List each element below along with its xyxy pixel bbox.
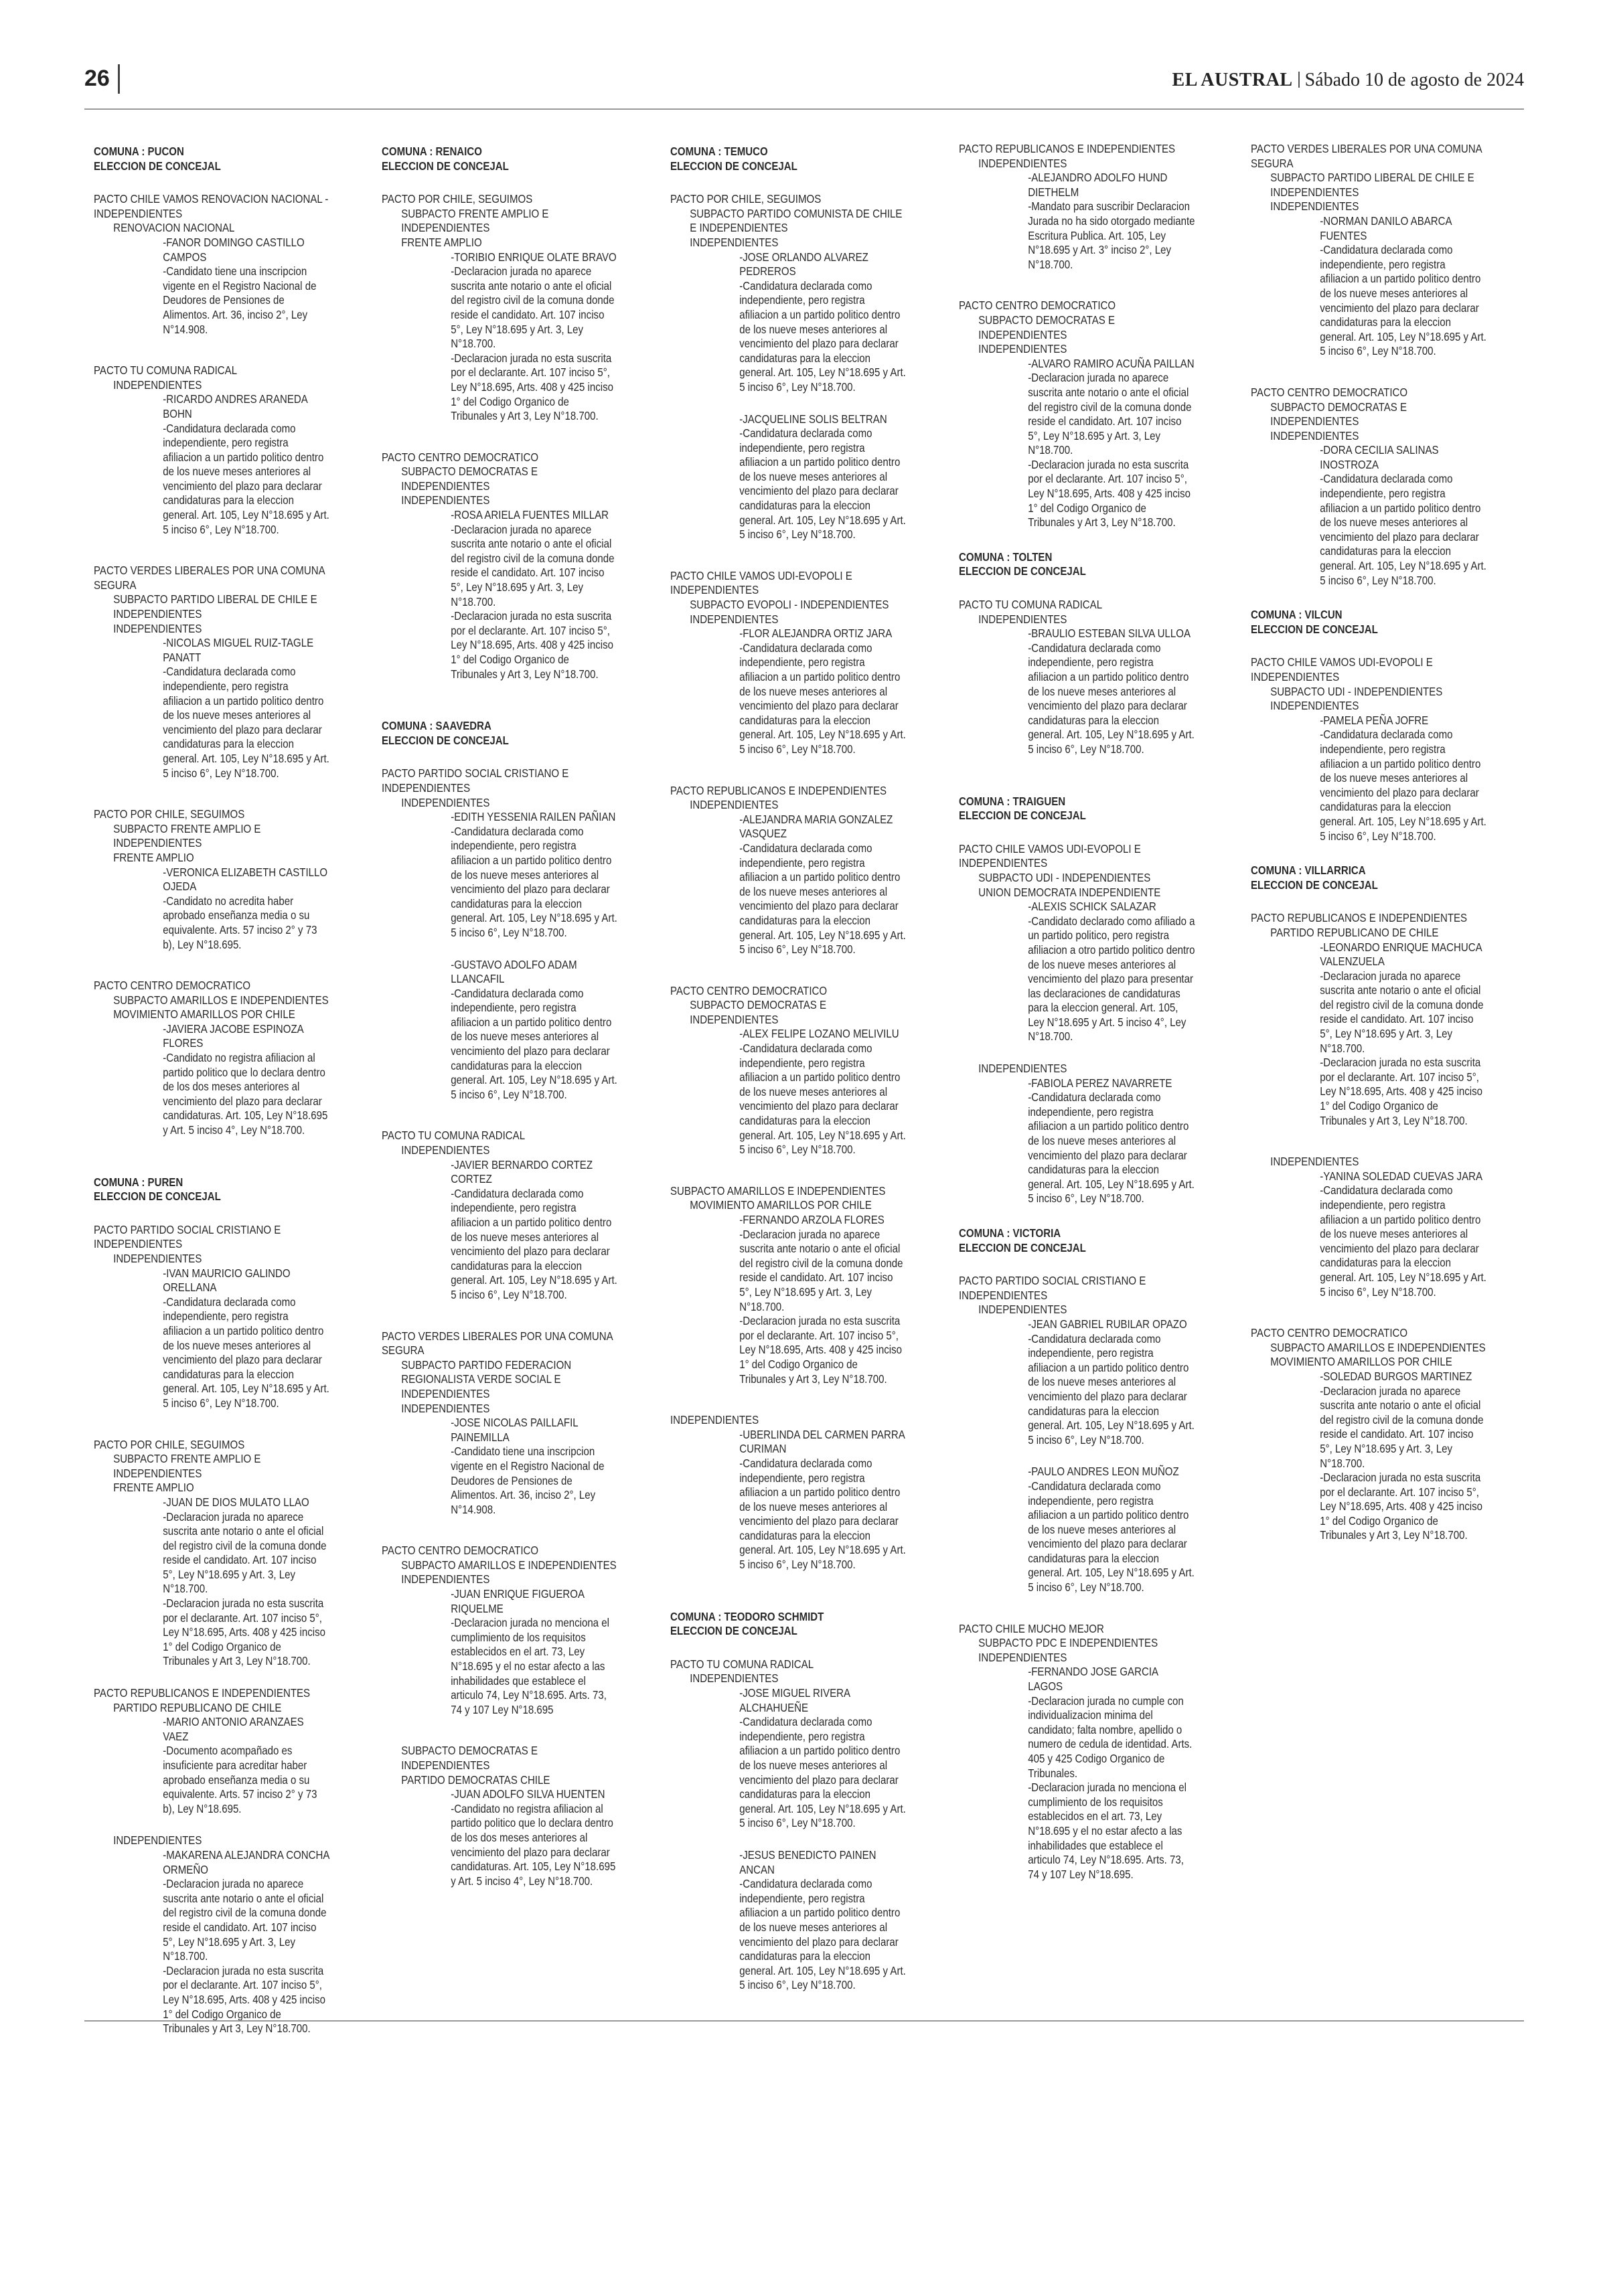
comuna-heading: COMUNA : PUCON [94,145,184,158]
candidate-observation: -Candidatura declarada como independiente, pero registra afiliacion a un partido politico dentro de los nueve meses anteriores al vencimiento del plazo para declarar candidaturas para la eleccion general. Art. 105, Ley N°18.695 y Art. 5 inciso 6°, Ley N°18.700. [1320,1183,1486,1299]
spacer [959,272,1195,299]
candidate-name: -NICOLAS MIGUEL RUIZ-TAGLE PANATT [163,636,314,664]
affiliation-heading: INDEPENDIENTES [690,1671,779,1686]
subpacto-heading: SUBPACTO PARTIDO LIBERAL DE CHILE E INDEPENDIENTES [113,592,317,621]
comuna-heading: COMUNA : SAAVEDRA [382,719,491,733]
candidate-observation: -Declaracion jurada no aparece suscrita ante notario o ante el oficial del registro civil de la comuna donde reside el candidato. Art. 107 inciso 5°, Ley N°18.695 y Art. 3, Ley N°18.700. [163,1509,327,1596]
candidate-observation: -Candidatura declarada como independiente, pero registra afiliacion a un partido politico dentro de los nueve meses anteriores al vencimiento del plazo para declarar candidaturas para la eleccion general. Art. 105, Ley N°18.695 y Art. 5 inciso 6°, Ley N°18.700. [739,841,906,957]
comuna-heading: COMUNA : VICTORIA [959,1226,1061,1240]
pacto-heading: PACTO CENTRO DEMOCRATICO [94,979,251,993]
candidate-observation: -Candidato declarado como afiliado a un partido politico, pero registra afiliacion a otro partido politico dentro de los nueve meses anteriores al vencimiento del plazo para presentar las declaraciones de candidaturas para la eleccion general. Art. 105, Ley N°18.695 y Art. 5 inciso 4°, Ley N°18.700. [1028,914,1195,1044]
publication-date: Sábado 10 de agosto de 2024 [1304,70,1524,90]
spacer [959,1447,1195,1465]
comuna-heading: COMUNA : TEODORO SCHMIDT [670,1609,824,1623]
spacer [959,757,1195,792]
subpacto-heading: SUBPACTO PARTIDO LIBERAL DE CHILE E INDEPENDIENTES [1270,171,1474,199]
candidate-observation: -Candidatura declarada como independiente, pero registra afiliacion a un partido politico dentro de los nueve meses anteriores al vencimiento del plazo para declarar candidaturas para la eleccion general. Art. 105, Ley N°18.695 y Art. 5 inciso 6°, Ley N°18.700. [1320,472,1486,587]
candidate-name: -LEONARDO ENRIQUE MACHUCA VALENZUELA [1320,940,1482,969]
affiliation-heading: PARTIDO DEMOCRATAS CHILE [401,1773,550,1787]
candidate-observation: -Candidato no registra afiliacion al partido politico que lo declara dentro de los dos meses anteriores al vencimiento del plazo para declarar candidaturas. Art. 105, Ley N°18.695 y Art. 5 inciso 4°, Ley N°18.700. [451,1801,616,1888]
election-heading: ELECCION DE CONCEJAL [382,733,509,747]
pacto-heading: PACTO CENTRO DEMOCRATICO [1251,385,1408,399]
election-heading: ELECCION DE CONCEJAL [670,159,797,173]
pacto-heading: PACTO CENTRO DEMOCRATICO [670,983,828,997]
subpacto-heading: SUBPACTO UDI - INDEPENDIENTES [978,870,1151,884]
spacer [382,940,618,958]
affiliation-heading: INDEPENDIENTES [690,612,779,626]
election-heading: ELECCION DE CONCEJAL [670,1624,797,1638]
candidate-observation: -Candidatura declarada como independiente, pero registra afiliacion a un partido politico dentro de los nueve meses anteriores al vencimiento del plazo para declarar candidaturas para la eleccion general. Art. 105, Ley N°18.695 y Art. 5 inciso 6°, Ley N°18.700. [163,1295,329,1410]
pacto-heading: PACTO CHILE MUCHO MEJOR [959,1621,1104,1635]
spacer [670,757,907,784]
candidate-name: -BRAULIO ESTEBAN SILVA ULLOA [1028,627,1191,641]
affiliation-heading: INDEPENDIENTES [978,1303,1067,1317]
affiliation-heading: INDEPENDIENTES [978,342,1067,356]
pacto-heading: PACTO REPUBLICANOS E INDEPENDIENTES [1251,911,1468,925]
pacto-heading: PACTO CENTRO DEMOCRATICO [1251,1326,1408,1340]
comuna-heading: COMUNA : VILCUN [1251,608,1343,622]
candidate-observation: -Candidatura declarada como independiente, pero registra afiliacion a un partido politico dentro de los nueve meses anteriores al vencimiento del plazo para declarar candidaturas para la eleccion general. Art. 105, Ley N°18.695 y Art. 5 inciso 6°, Ley N°18.700. [1028,1090,1195,1206]
candidate-observation: -Declaracion jurada no menciona el cumplimiento de los requisitos establecidos en el art. 73, Ley N°18.695 y el no estar afecto a las inhabilidades que establece el articulo 74, Ley N°18.695. Arts. 73, 74 y 107 Ley N°18.695. [1028,1781,1187,1881]
publication-name: EL AUSTRAL [1172,70,1293,90]
candidate-name: -MARIO ANTONIO ARANZAES VAEZ [163,1715,304,1743]
spacer [94,1816,330,1833]
candidate-observation: -Declaracion jurada no esta suscrita por el declarante. Art. 107 inciso 5°, Ley N°18.695, Arts. 408 y 425 inciso 1° del Codigo Organico de Tribunales y Art 3, Ley N°18.700. [739,1314,902,1386]
candidate-name: -EDITH YESSENIA RAILEN PAÑIAN [451,810,616,824]
candidate-observation: -Declaracion jurada no aparece suscrita ante notario o ante el oficial del registro civil de la comuna donde reside el candidato. Art. 107 inciso 5°, Ley N°18.695 y Art. 3, Ley N°18.700. [163,1877,327,1963]
candidate-name: -ALEXIS SCHICK SALAZAR [1028,900,1156,914]
affiliation-heading: INDEPENDIENTES [401,795,490,809]
affiliation-heading: INDEPENDIENTES [1270,1155,1359,1169]
affiliation-heading: INDEPENDIENTES [113,1833,202,1848]
text-column-3 [670,142,907,1993]
text-column-1 [94,142,330,2036]
pacto-heading: PACTO TU COMUNA RADICAL [382,1129,526,1143]
candidate-name: -NORMAN DANILO ABARCA FUENTES [1320,214,1452,242]
candidate-name: -JACQUELINE SOLIS BELTRAN [739,412,887,426]
pacto-heading: PACTO TU COMUNA RADICAL [94,363,238,378]
candidate-observation: -Candidatura declarada como independiente, pero registra afiliacion a un partido politico dentro de los nueve meses anteriores al vencimiento del plazo para declarar candidaturas para la eleccion general. Art. 105, Ley N°18.695 y Art. 5 inciso 6°, Ley N°18.700. [739,426,906,542]
candidate-observation: -Declaracion jurada no aparece suscrita ante notario o ante el oficial del registro civil de la comuna donde reside el candidato. Art. 107 inciso 5°, Ley N°18.695 y Art. 3, Ley N°18.700. [1320,969,1484,1055]
masthead-divider [1298,72,1300,88]
pacto-heading: PACTO TU COMUNA RADICAL [670,1657,814,1671]
spacer [94,781,330,807]
candidate-observation: -Candidatura declarada como independiente, pero registra afiliacion a un partido politico dentro de los nueve meses anteriores al vencimiento del plazo para declarar candidaturas para la eleccion general. Art. 105, Ley N°18.695 y Art. 5 inciso 6°, Ley N°18.700. [739,1456,906,1572]
subpacto-heading: SUBPACTO DEMOCRATAS E INDEPENDIENTES [401,1744,538,1772]
candidate-name: -ALEJANDRO ADOLFO HUND DIETHELM [1028,171,1168,199]
subpacto-heading: SUBPACTO FRENTE AMPLIO E INDEPENDIENTES [113,1452,261,1480]
candidate-observation: -Candidatura declarada como independiente, pero registra afiliacion a un partido politico dentro de los nueve meses anteriores al vencimiento del plazo para declarar candidaturas para la eleccion general. Art. 105, Ley N°18.695 y Art. 5 inciso 6°, Ley N°18.700. [739,1877,906,1992]
pacto-heading: PACTO CHILE VAMOS RENOVACION NACIONAL -INDEPENDIENTES [94,192,329,220]
subpacto-heading: SUBPACTO UDI - INDEPENDIENTES [1270,684,1443,698]
spacer [670,957,907,984]
election-heading: ELECCION DE CONCEJAL [959,809,1086,823]
candidate-name: -RICARDO ANDRES ARANEDA BOHN [163,392,307,420]
candidate-observation: -Candidatura declarada como independiente, pero registra afiliacion a un partido politico dentro de los nueve meses anteriores al vencimiento del plazo para declarar candidaturas para la eleccion general. Art. 105, Ley N°18.695 y Art. 5 inciso 6°, Ley N°18.700. [1320,728,1486,843]
pacto-heading: PACTO CHILE VAMOS UDI-EVOPOLI E INDEPENDIENTES [1251,655,1433,683]
pacto-heading: PACTO POR CHILE, SEGUIMOS [670,192,822,206]
candidate-observation: -Candidatura declarada como independiente, pero registra afiliacion a un partido politico dentro de los nueve meses anteriores al vencimiento del plazo para declarar candidaturas para la eleccion general. Art. 105, Ley N°18.695 y Art. 5 inciso 6°, Ley N°18.700. [1320,243,1486,358]
pacto-heading: SUBPACTO AMARILLOS E INDEPENDIENTES [670,1183,886,1198]
spacer [959,1206,1195,1224]
subpacto-heading: SUBPACTO PDC E INDEPENDIENTES [978,1636,1158,1650]
affiliation-heading: INDEPENDIENTES [978,156,1067,170]
candidate-observation: -Declaracion jurada no aparece suscrita ante notario o ante el oficial del registro civil de la comuna donde reside el candidato. Art. 107 inciso 5°, Ley N°18.695 y Art. 3, Ley N°18.700. [1028,371,1192,457]
candidate-observation: -Candidatura declarada como independiente, pero registra afiliacion a un partido politico dentro de los nueve meses anteriores al vencimiento del plazo para declarar candidaturas para la eleccion general. Art. 105, Ley N°18.695 y Art. 5 inciso 6°, Ley N°18.700. [739,641,906,756]
affiliation-heading: INDEPENDIENTES [1270,699,1359,713]
election-heading: ELECCION DE CONCEJAL [94,159,221,173]
comuna-heading: COMUNA : PUREN [94,1175,183,1189]
candidate-name: -JOSE MIGUEL RIVERA ALCHAHUEÑE [739,1686,850,1714]
pacto-heading: INDEPENDIENTES [670,1413,759,1427]
candidate-name: -SOLEDAD BURGOS MARTINEZ [1320,1369,1472,1383]
affiliation-heading: INDEPENDIENTES [401,1143,490,1157]
pacto-heading: PACTO TU COMUNA RADICAL [959,598,1103,612]
spacer [1251,359,1487,386]
affiliation-heading: INDEPENDIENTES [978,1062,1067,1076]
spacer [1251,843,1487,861]
candidate-name: -JESUS BENEDICTO PAINEN ANCAN [739,1848,876,1876]
candidate-observation: -Declaracion jurada no cumple con individualizacion minima del candidato; falta nombre, apellido o numero de cedula de identidad. Arts. 405 y 425 Codigo Organico de Tribunales. [1028,1694,1193,1780]
pacto-heading: PACTO PARTIDO SOCIAL CRISTIANO E INDEPENDIENTES [94,1222,281,1251]
subpacto-heading: SUBPACTO FRENTE AMPLIO E INDEPENDIENTES [113,821,261,850]
candidate-observation: -Candidatura declarada como independiente, pero registra afiliacion a un partido politico dentro de los nueve meses anteriores al vencimiento del plazo para declarar candidaturas para la eleccion general. Art. 105, Ley N°18.695 y Art. 5 inciso 6°, Ley N°18.700. [163,665,329,780]
page-number-divider [118,64,120,94]
affiliation-heading: INDEPENDIENTES [1270,428,1359,442]
spacer [1251,1299,1487,1326]
candidate-name: -ALVARO RAMIRO ACUÑA PAILLAN [1028,356,1195,370]
spacer [94,1411,330,1438]
candidate-name: -UBERLINDA DEL CARMEN PARRA CURIMAN [739,1427,905,1456]
candidate-name: -YANINA SOLEDAD CUEVAS JARA [1320,1169,1483,1183]
pacto-heading: PACTO REPUBLICANOS E INDEPENDIENTES [94,1686,311,1700]
subpacto-heading: RENOVACION NACIONAL [113,221,235,235]
comuna-heading: COMUNA : TEMUCO [670,145,768,158]
affiliation-heading: INDEPENDIENTES [978,1650,1067,1664]
candidate-name: -JUAN DE DIOS MULATO LLAO [163,1495,309,1509]
affiliation-heading: INDEPENDIENTES [113,1252,202,1265]
spacer [959,1595,1195,1622]
subpacto-heading: MOVIMIENTO AMARILLOS POR CHILE [690,1198,872,1212]
pacto-heading: PACTO VERDES LIBERALES POR UNA COMUNA SEGURA [382,1329,613,1358]
spacer [959,1044,1195,1062]
subpacto-heading: SUBPACTO DEMOCRATAS E INDEPENDIENTES [690,998,827,1026]
subpacto-heading: SUBPACTO PARTIDO COMUNISTA DE CHILE E INDEPENDIENTES [690,206,903,235]
affiliation-heading: FRENTE AMPLIO [401,235,482,249]
pacto-heading: PACTO CENTRO DEMOCRATICO [382,1544,539,1558]
affiliation-heading: INDEPENDIENTES [401,1401,490,1415]
candidate-observation: -Candidatura declarada como independiente, pero registra afiliacion a un partido politico dentro de los nueve meses anteriores al vencimiento del plazo para declarar candidaturas para la eleccion general. Art. 105, Ley N°18.695 y Art. 5 inciso 6°, Ley N°18.700. [163,421,329,536]
spacer [382,1717,618,1744]
spacer [94,952,330,979]
pacto-heading: PACTO POR CHILE, SEGUIMOS [94,1437,245,1451]
pacto-heading: PACTO CHILE VAMOS UDI-EVOPOLI E INDEPENDIENTES [959,841,1141,870]
election-heading: ELECCION DE CONCEJAL [1251,878,1378,892]
candidate-observation: -Candidatura declarada como independiente, pero registra afiliacion a un partido politico dentro de los nueve meses anteriores al vencimiento del plazo para declarar candidaturas para la eleccion general. Art. 105, Ley N°18.695 y Art. 5 inciso 6°, Ley N°18.700. [1028,1331,1195,1447]
candidate-name: -FANOR DOMINGO CASTILLO CAMPOS [163,235,305,264]
affiliation-heading: MOVIMIENTO AMARILLOS POR CHILE [1270,1355,1452,1369]
pacto-heading: PACTO CHILE VAMOS UDI-EVOPOLI E INDEPENDIENTES [670,568,852,597]
subpacto-heading: SUBPACTO AMARILLOS E INDEPENDIENTES [401,1558,617,1572]
affiliation-heading: UNION DEMOCRATA INDEPENDIENTE [978,885,1161,899]
candidate-name: -GUSTAVO ADOLFO ADAM LLANCAFIL [451,957,577,986]
candidate-observation: -Candidatura declarada como independiente, pero registra afiliacion a un partido politico dentro de los nueve meses anteriores al vencimiento del plazo para declarar candidaturas para la eleccion general. Art. 105, Ley N°18.695 y Art. 5 inciso 6°, Ley N°18.700. [739,1715,906,1830]
affiliation-heading: INDEPENDIENTES [113,621,202,635]
candidate-name: -FLOR ALEJANDRA ORTIZ JARA [739,627,893,641]
candidate-observation: -Documento acompañado es insuficiente para acreditar haber aprobado enseñanza media o su equivalente. Arts. 57 inciso 2° y 73 b), Ley N°18.695. [163,1744,317,1815]
election-heading: ELECCION DE CONCEJAL [94,1190,221,1204]
candidate-name: -VERONICA ELIZABETH CASTILLO OJEDA [163,865,328,894]
candidate-name: -FABIOLA PEREZ NAVARRETE [1028,1076,1172,1090]
candidate-name: -PAMELA PEÑA JOFRE [1320,713,1429,727]
candidate-observation: -Declaracion jurada no esta suscrita por el declarante. Art. 107 inciso 5°, Ley N°18.695, Arts. 408 y 425 inciso 1° del Codigo Organico de Tribunales y Art 3, Ley N°18.700. [1320,1056,1482,1127]
candidate-name: -IVAN MAURICIO GALINDO ORELLANA [163,1266,291,1295]
footer-rule [84,2020,1524,2022]
candidate-name: -ROSA ARIELA FUENTES MILLAR [451,508,609,522]
affiliation-heading: FRENTE AMPLIO [113,850,194,864]
comuna-heading: COMUNA : VILLARRICA [1251,864,1366,878]
candidate-observation: -Declaracion jurada no aparece suscrita ante notario o ante el oficial del registro civil de la comuna donde reside el candidato. Art. 107 inciso 5°, Ley N°18.695 y Art. 3, Ley N°18.700. [739,1227,903,1313]
header-rule [84,108,1524,110]
candidate-observation: -Declaracion jurada no esta suscrita por el declarante. Art. 107 inciso 5°, Ley N°18.695, Arts. 408 y 425 inciso 1° del Codigo Organico de Tribunales y Art 3, Ley N°18.700. [1320,1471,1482,1542]
election-heading: ELECCION DE CONCEJAL [959,1240,1086,1254]
candidate-observation: -Candidato tiene una inscripcion vigente en el Registro Nacional de Deudores de Pensiones de Alimentos. Art. 36, inciso 2°, Ley N°14.908. [163,264,317,336]
spacer [382,1303,618,1329]
page-number: 26 [84,66,110,91]
spacer [94,337,330,363]
candidate-name: -JAVIERA JACOBE ESPINOZA FLORES [163,1021,303,1050]
candidate-observation: -Declaracion jurada no esta suscrita por el declarante. Art. 107 inciso 5°, Ley N°18.695, Arts. 408 y 425 inciso 1° del Codigo Organico de Tribunales y Art 3, Ley N°18.700. [451,609,613,681]
candidate-observation: -Declaracion jurada no esta suscrita por el declarante. Art. 107 inciso 5°, Ley N°18.695, Arts. 408 y 425 inciso 1° del Codigo Organico de Tribunales y Art 3, Ley N°18.700. [1028,457,1191,529]
candidate-observation: -Declaracion jurada no esta suscrita por el declarante. Art. 107 inciso 5°, Ley N°18.695, Arts. 408 y 425 inciso 1° del Codigo Organico de Tribunales y Art 3, Ley N°18.700. [163,1596,325,1668]
subpacto-heading: SUBPACTO EVOPOLI - INDEPENDIENTES [690,598,889,612]
spacer [382,1102,618,1129]
affiliation-heading: INDEPENDIENTES [978,612,1067,626]
candidate-observation: -Mandato para suscribir Declaracion Jurada no ha sido otorgado mediante Escritura Publica. Art. 105, Ley N°18.695 y Art. 3° inciso 2°, Ley N°18.700. [1028,199,1195,271]
candidate-name: -MAKARENA ALEJANDRA CONCHA ORMEÑO [163,1848,329,1876]
subpacto-heading: SUBPACTO DEMOCRATAS E INDEPENDIENTES [1270,400,1407,428]
candidate-name: -JEAN GABRIEL RUBILAR OPAZO [1028,1317,1187,1331]
spacer [382,1517,618,1544]
text-column-2 [382,142,618,1888]
candidate-observation: -Candidatura declarada como independiente, pero registra afiliacion a un partido politico dentro de los nueve meses anteriores al vencimiento del plazo para declarar candidaturas para la eleccion general. Art. 105, Ley N°18.695 y Art. 5 inciso 6°, Ley N°18.700. [451,1186,617,1301]
candidate-name: -FERNANDO ARZOLA FLORES [739,1213,885,1226]
candidate-observation: -Candidatura declarada como independiente, pero registra afiliacion a un partido politico dentro de los nueve meses anteriores al vencimiento del plazo para declarar candidaturas para la eleccion general. Art. 105, Ley N°18.695 y Art. 5 inciso 6°, Ley N°18.700. [1028,1479,1195,1594]
candidate-observation: -Candidato tiene una inscripcion vigente en el Registro Nacional de Deudores de Pensiones de Alimentos. Art. 36, inciso 2°, Ley N°14.908. [451,1445,605,1516]
pacto-heading: PACTO PARTIDO SOCIAL CRISTIANO E INDEPENDIENTES [959,1274,1146,1302]
candidate-name: -DORA CECILIA SALINAS INOSTROZA [1320,443,1439,471]
candidate-observation: -Declaracion jurada no menciona el cumplimiento de los requisitos establecidos en el art. 73, Ley N°18.695 y el no estar afecto a las inhabilidades que establece el articulo 74, Ley N°18.695. Arts. 73, 74 y 107 Ley N°18.695 [451,1616,609,1716]
pacto-heading: PACTO PARTIDO SOCIAL CRISTIANO E INDEPENDIENTES [382,766,569,795]
candidate-observation: -Candidatura declarada como independiente, pero registra afiliacion a un partido politico dentro de los nueve meses anteriores al vencimiento del plazo para declarar candidaturas para la eleccion general. Art. 105, Ley N°18.695 y Art. 5 inciso 6°, Ley N°18.700. [451,986,617,1101]
comuna-heading: COMUNA : TOLTEN [959,550,1053,564]
affiliation-heading: INDEPENDIENTES [401,1572,490,1586]
subpacto-heading: SUBPACTO DEMOCRATAS E INDEPENDIENTES [401,465,538,493]
candidate-observation: -Declaracion jurada no esta suscrita por el declarante. Art. 107 inciso 5°, Ley N°18.695, Arts. 408 y 425 inciso 1° del Codigo Organico de Tribunales y Art 3, Ley N°18.700. [163,1963,325,2036]
spacer [1251,1128,1487,1155]
spacer [94,1669,330,1686]
pacto-heading: PACTO CENTRO DEMOCRATICO [382,450,539,464]
affiliation-heading: INDEPENDIENTES [1270,199,1359,214]
candidate-name: -JAVIER BERNARDO CORTEZ CORTEZ [451,1157,593,1186]
affiliation-heading: INDEPENDIENTES [113,378,202,392]
subpacto-heading: SUBPACTO AMARILLOS E INDEPENDIENTES [1270,1340,1486,1354]
spacer [1251,588,1487,605]
candidate-observation: -Candidato no acredita haber aprobado enseñanza media o su equivalente. Arts. 57 inciso 2° y 73 b), Ley N°18.695. [163,894,317,951]
candidate-observation: -Declaracion jurada no esta suscrita por el declarante. Art. 107 inciso 5°, Ley N°18.695, Arts. 408 y 425 inciso 1° del Codigo Organico de Tribunales y Art 3, Ley N°18.700. [451,351,613,423]
spacer [959,530,1195,548]
candidate-observation: -Declaracion jurada no aparece suscrita ante notario o ante el oficial del registro civil de la comuna donde reside el candidato. Art. 107 inciso 5°, Ley N°18.695 y Art. 3, Ley N°18.700. [451,264,615,351]
pacto-heading: PACTO VERDES LIBERALES POR UNA COMUNA SEGURA [94,564,325,592]
candidate-name: -JOSE ORLANDO ALVAREZ PEDREROS [739,250,868,278]
subpacto-heading: PARTIDO REPUBLICANO DE CHILE [1270,925,1439,939]
spacer [670,542,907,569]
candidate-observation: -Candidatura declarada como independiente, pero registra afiliacion a un partido politico dentro de los nueve meses anteriores al vencimiento del plazo para declarar candidaturas para la eleccion general. Art. 105, Ley N°18.695 y Art. 5 inciso 6°, Ley N°18.700. [739,1042,906,1157]
subpacto-heading: SUBPACTO FRENTE AMPLIO E INDEPENDIENTES [401,206,549,235]
candidate-observation: -Candidato no registra afiliacion al partido politico que lo declara dentro de los dos meses anteriores al vencimiento del plazo para declarar candidaturas. Art. 105, Ley N°18.695 y Art. 5 inciso 4°, Ley N°18.700. [163,1051,328,1137]
spacer [670,1386,907,1413]
affiliation-heading: FRENTE AMPLIO [113,1481,194,1495]
spacer [670,1157,907,1184]
spacer [94,537,330,564]
pacto-heading: PACTO REPUBLICANOS E INDEPENDIENTES [959,142,1176,155]
article-body [94,142,1513,2036]
pacto-heading: PACTO POR CHILE, SEGUIMOS [382,192,533,206]
candidate-observation: -Candidatura declarada como independiente, pero registra afiliacion a un partido politico dentro de los nueve meses anteriores al vencimiento del plazo para declarar candidaturas para la eleccion general. Art. 105, Ley N°18.695 y Art. 5 inciso 6°, Ley N°18.700. [739,278,906,394]
affiliation-heading: INDEPENDIENTES [690,235,779,249]
election-heading: ELECCION DE CONCEJAL [1251,622,1378,636]
spacer [382,681,618,716]
pacto-heading: PACTO POR CHILE, SEGUIMOS [94,807,245,821]
candidate-name: -FERNANDO JOSE GARCIA LAGOS [1028,1665,1158,1694]
candidate-observation: -Candidatura declarada como independiente, pero registra afiliacion a un partido politico dentro de los nueve meses anteriores al vencimiento del plazo para declarar candidaturas para la eleccion general. Art. 105, Ley N°18.695 y Art. 5 inciso 6°, Ley N°18.700. [451,824,617,939]
candidate-name: -ALEJANDRA MARIA GONZALEZ VASQUEZ [739,812,893,841]
comuna-heading: COMUNA : RENAICO [382,145,482,158]
text-column-5 [1251,142,1487,1543]
spacer [670,1831,907,1848]
affiliation-heading: INDEPENDIENTES [401,493,490,507]
affiliation-heading: INDEPENDIENTES [690,798,779,812]
candidate-observation: -Declaracion jurada no aparece suscrita ante notario o ante el oficial del registro civil de la comuna donde reside el candidato. Art. 107 inciso 5°, Ley N°18.695 y Art. 3, Ley N°18.700. [1320,1384,1484,1470]
masthead [1172,70,1524,91]
pacto-heading: PACTO VERDES LIBERALES POR UNA COMUNA SEGURA [1251,142,1482,170]
pacto-heading: PACTO REPUBLICANOS E INDEPENDIENTES [670,783,887,797]
candidate-name: -JOSE NICOLAS PAILLAFIL PAINEMILLA [451,1416,579,1444]
affiliation-heading: MOVIMIENTO AMARILLOS POR CHILE [113,1007,295,1021]
page-header [84,64,1524,104]
candidate-observation: -Declaracion jurada no aparece suscrita ante notario o ante el oficial del registro civil de la comuna donde reside el candidato. Art. 107 inciso 5°, Ley N°18.695 y Art. 3, Ley N°18.700. [451,522,615,608]
subpacto-heading: SUBPACTO AMARILLOS E INDEPENDIENTES [113,993,329,1007]
spacer [670,395,907,412]
candidate-name: -JUAN ADOLFO SILVA HUENTEN [451,1787,605,1801]
spacer [382,424,618,450]
subpacto-heading: PARTIDO REPUBLICANO DE CHILE [113,1700,282,1714]
pacto-heading: PACTO CENTRO DEMOCRATICO [959,299,1116,313]
election-heading: ELECCION DE CONCEJAL [382,159,509,173]
text-column-4 [959,142,1195,1882]
spacer [94,1138,330,1173]
candidate-observation: -Candidatura declarada como independiente, pero registra afiliacion a un partido politico dentro de los nueve meses anteriores al vencimiento del plazo para declarar candidaturas para la eleccion general. Art. 105, Ley N°18.695 y Art. 5 inciso 6°, Ley N°18.700. [1028,641,1195,756]
subpacto-heading: SUBPACTO DEMOCRATAS E INDEPENDIENTES [978,313,1116,341]
comuna-heading: COMUNA : TRAIGUEN [959,794,1066,808]
candidate-name: -ALEX FELIPE LOZANO MELIVILU [739,1027,899,1041]
candidate-name: -PAULO ANDRES LEON MUÑOZ [1028,1465,1179,1479]
candidate-name: -TORIBIO ENRIQUE OLATE BRAVO [451,250,617,264]
election-heading: ELECCION DE CONCEJAL [959,564,1086,578]
candidate-name: -JUAN ENRIQUE FIGUEROA RIQUELME [451,1587,585,1615]
spacer [670,1572,907,1607]
subpacto-heading: SUBPACTO PARTIDO FEDERACION REGIONALISTA VERDE SOCIAL E INDEPENDIENTES [401,1358,572,1400]
